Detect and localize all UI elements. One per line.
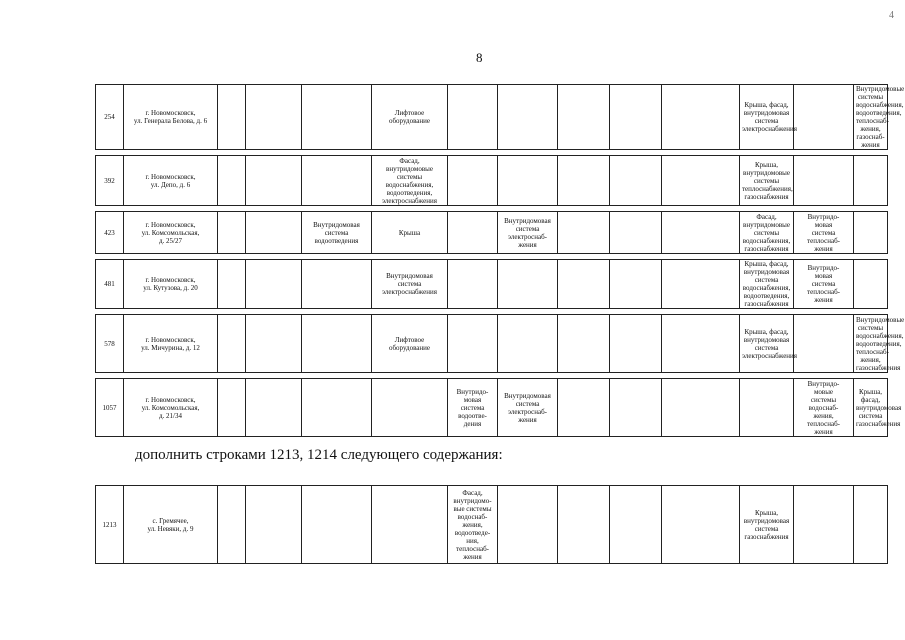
work-cell	[448, 156, 498, 206]
work-cell	[246, 315, 302, 373]
work-cell	[218, 212, 246, 254]
work-cell	[246, 85, 302, 150]
work-cell	[498, 156, 558, 206]
work-cell	[794, 486, 854, 564]
work-cell	[794, 315, 854, 373]
work-cell	[218, 260, 246, 309]
work-cell	[794, 85, 854, 150]
work-cell: Лифтовое оборудование	[372, 85, 448, 150]
address-cell: г. Новомосковск, ул. Комсомольская, д. 25/27	[124, 212, 218, 254]
work-cell	[302, 379, 372, 437]
work-cell: Внутридо- мовая система теплоснаб- жения	[794, 212, 854, 254]
work-cell	[610, 486, 662, 564]
work-cell	[662, 85, 740, 150]
work-cell	[302, 260, 372, 309]
work-cell	[662, 260, 740, 309]
work-cell: Внутридомовые системы водоснабжения, водоотведения, теплоснаб- жения, газоснабжения	[854, 315, 888, 373]
work-cell	[662, 486, 740, 564]
work-cell	[558, 486, 610, 564]
data-table-upper	[95, 84, 905, 437]
table-row	[96, 85, 888, 150]
row-number: 1057	[96, 379, 124, 437]
work-cell	[448, 315, 498, 373]
address-cell: г. Новомосковск, ул. Депо, д. 6	[124, 156, 218, 206]
work-cell	[498, 315, 558, 373]
work-cell	[558, 379, 610, 437]
work-cell	[662, 156, 740, 206]
work-cell	[246, 379, 302, 437]
work-cell: Лифтовое оборудование	[372, 315, 448, 373]
row-number: 254	[96, 85, 124, 150]
work-cell	[302, 156, 372, 206]
work-cell	[854, 260, 888, 309]
work-cell	[302, 85, 372, 150]
work-cell	[558, 260, 610, 309]
table-row	[96, 379, 888, 437]
work-cell	[448, 212, 498, 254]
section-heading: дополнить строками 1213, 1214 следующего содержания:	[135, 447, 503, 463]
margin-mark: 4	[889, 10, 894, 21]
table-row	[96, 260, 888, 309]
work-cell	[302, 486, 372, 564]
row-number: 578	[96, 315, 124, 373]
work-cell	[448, 260, 498, 309]
work-cell	[662, 315, 740, 373]
work-cell	[218, 315, 246, 373]
work-cell	[498, 260, 558, 309]
work-cell	[854, 212, 888, 254]
work-cell	[498, 486, 558, 564]
work-cell	[302, 315, 372, 373]
work-cell	[372, 379, 448, 437]
work-cell	[610, 379, 662, 437]
work-cell	[558, 85, 610, 150]
work-cell	[246, 156, 302, 206]
work-cell: Крыша, внутридомовая система газоснабжения	[740, 486, 794, 564]
work-cell: Крыша, фасад, внутридомовая система электроснабжения	[740, 315, 794, 373]
work-cell: Внутридомовые системы водоснабжения, водоотведения, теплоснаб- жения, газоснаб- жения	[854, 85, 888, 150]
work-cell	[662, 212, 740, 254]
row-number: 1213	[96, 486, 124, 564]
work-cell: Внутридомовая система водоотведения	[302, 212, 372, 254]
work-cell	[372, 486, 448, 564]
work-cell: Фасад, внутридомовые системы водоснабжения, водоотведения, электроснабжения	[372, 156, 448, 206]
work-cell: Внутридомовая система электроснабжения	[372, 260, 448, 309]
work-cell	[558, 315, 610, 373]
work-cell: Внутридо- мовая система водоотве- дения	[448, 379, 498, 437]
address-cell: г. Новомосковск, ул. Кутузова, д. 20	[124, 260, 218, 309]
work-cell: Крыша, фасад, внутридомовая система газоснабжения	[854, 379, 888, 437]
row-number: 423	[96, 212, 124, 254]
address-cell: г. Новомосковск, ул. Генерала Белова, д. 6	[124, 85, 218, 150]
work-cell: Внутридомовая система электроснаб- жения	[498, 379, 558, 437]
work-cell: Внутридомовая система электроснаб- жения	[498, 212, 558, 254]
table-row	[96, 315, 888, 373]
work-cell	[610, 315, 662, 373]
address-cell: г. Новомосковск, ул. Мичурина, д. 12	[124, 315, 218, 373]
work-cell	[218, 156, 246, 206]
work-cell	[558, 212, 610, 254]
work-cell	[246, 212, 302, 254]
work-cell	[794, 156, 854, 206]
work-cell	[740, 379, 794, 437]
row-number: 392	[96, 156, 124, 206]
work-cell: Внутридо- мовая система теплоснаб- жения	[794, 260, 854, 309]
work-cell	[854, 486, 888, 564]
table-row	[96, 212, 888, 254]
work-cell: Крыша, фасад, внутридомовая система водоснабжения, водоотведения, газоснабжения	[740, 260, 794, 309]
work-cell	[498, 85, 558, 150]
table-row	[96, 156, 888, 206]
work-cell	[218, 486, 246, 564]
work-cell	[610, 212, 662, 254]
work-cell	[610, 260, 662, 309]
address-cell: г. Новомосковск, ул. Комсомольская, д. 21/34	[124, 379, 218, 437]
work-cell	[246, 260, 302, 309]
work-cell	[246, 486, 302, 564]
work-cell: Крыша, фасад, внутридомовая система электроснабжения	[740, 85, 794, 150]
address-cell: с. Гремячее, ул. Невяки, д. 9	[124, 486, 218, 564]
work-cell	[558, 156, 610, 206]
row-number: 481	[96, 260, 124, 309]
table-row	[96, 486, 888, 564]
work-cell: Фасад, внутридомовые системы водоснабжения, газоснабжения	[740, 212, 794, 254]
page-number: 8	[476, 50, 483, 65]
work-cell	[610, 156, 662, 206]
work-cell: Крыша, внутридомовые системы теплоснабжения, газоснабжения	[740, 156, 794, 206]
work-cell	[448, 85, 498, 150]
work-cell	[662, 379, 740, 437]
work-cell: Внутридо- мовые системы водоснаб- жения, теплоснаб- жения	[794, 379, 854, 437]
work-cell	[218, 379, 246, 437]
work-cell: Крыша	[372, 212, 448, 254]
data-table-lower	[95, 485, 888, 564]
work-cell	[218, 85, 246, 150]
work-cell: Фасад, внутридомо- вые системы водоснаб- жения, водоотведе- ния, теплоснаб- жения	[448, 486, 498, 564]
work-cell	[854, 156, 888, 206]
work-cell	[610, 85, 662, 150]
